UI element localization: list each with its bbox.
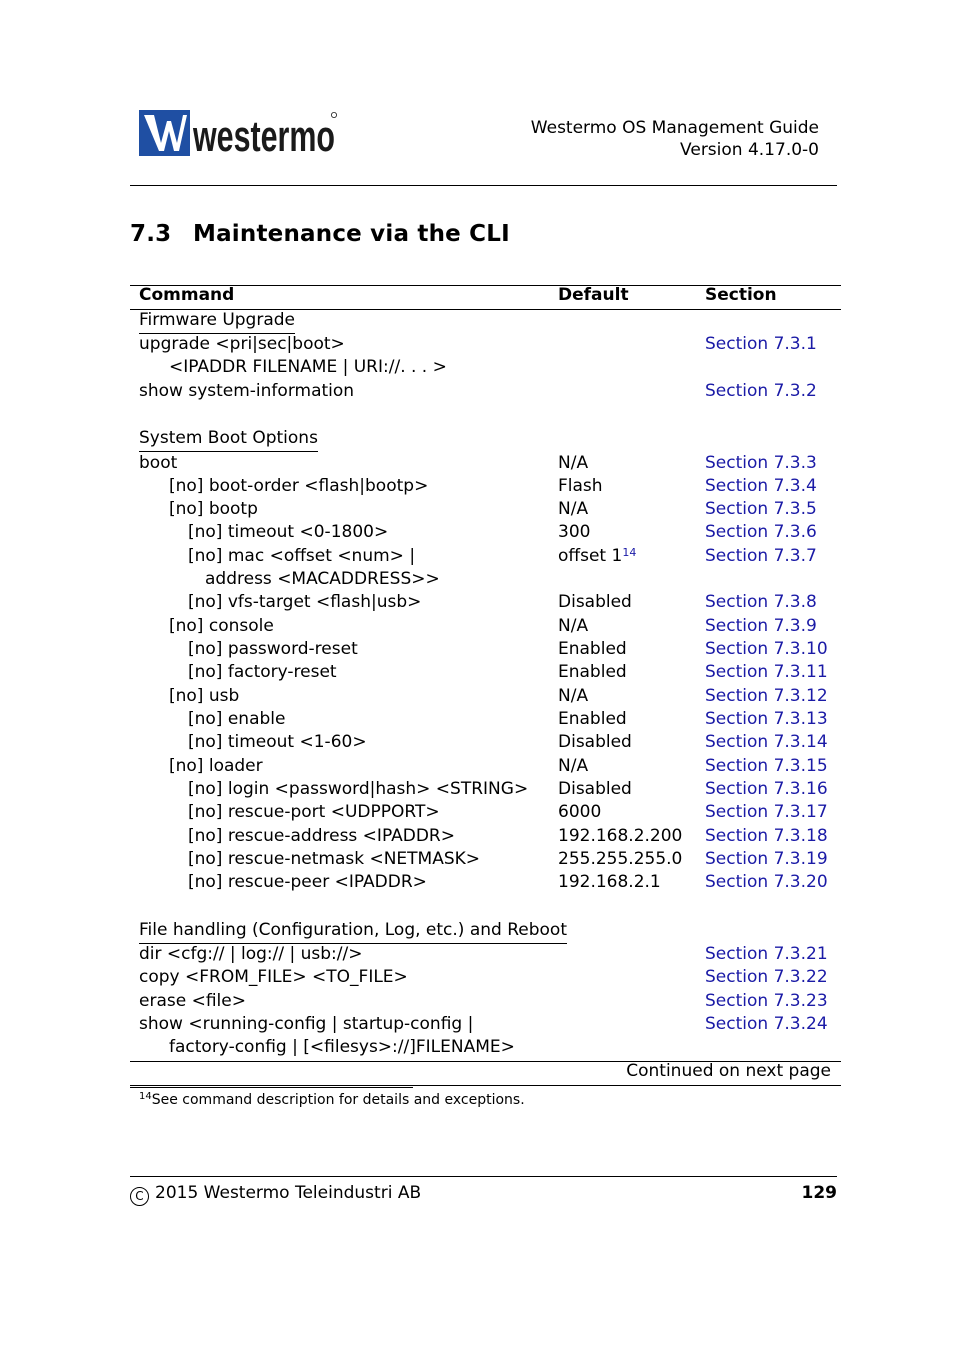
command-cell: [no] rescue-port <UDPPORT> <box>188 802 440 822</box>
footnote-mark: 14 <box>139 1091 152 1102</box>
section-link[interactable]: Section 7.3.3 <box>705 453 817 473</box>
column-header-command: Command <box>139 285 235 305</box>
footnote-rule <box>130 1087 413 1088</box>
command-cell: boot <box>139 453 178 473</box>
command-cell: [no] usb <box>169 686 240 706</box>
guide-title: Westermo OS Management Guide <box>530 118 819 138</box>
footnote-text: See command description for details and exceptions. <box>151 1092 525 1108</box>
command-cell: [no] timeout <0-1800> <box>188 522 389 542</box>
group-heading-firmware-upgrade: Firmware Upgrade <box>139 309 295 334</box>
default-cell: Enabled <box>558 709 627 729</box>
section-link[interactable]: Section 7.3.10 <box>705 639 828 659</box>
default-cell: N/A <box>558 499 589 519</box>
continued-note: Continued on next page <box>626 1061 831 1081</box>
default-cell: 192.168.2.200 <box>558 826 683 846</box>
section-link[interactable]: Section 7.3.11 <box>705 662 828 682</box>
command-cell: show system-information <box>139 381 355 401</box>
command-cell: [no] login <password|hash> <STRING> <box>188 779 529 799</box>
command-cell: [no] password-reset <box>188 639 358 659</box>
table-bottom-rule <box>130 1085 841 1086</box>
section-link[interactable]: Section 7.3.19 <box>705 849 828 869</box>
command-cell: [no] timeout <1-60> <box>188 732 367 752</box>
command-cell: [no] vfs-target <flash|usb> <box>188 592 422 612</box>
default-cell: Enabled <box>558 639 627 659</box>
default-cell <box>558 545 636 568</box>
default-cell: N/A <box>558 756 589 776</box>
section-link[interactable]: Section 7.3.20 <box>705 872 828 892</box>
section-link[interactable]: Section 7.3.9 <box>705 616 817 636</box>
section-title: Maintenance via the CLI <box>193 221 510 247</box>
section-link[interactable]: Section 7.3.13 <box>705 709 828 729</box>
section-link[interactable]: Section 7.3.21 <box>705 944 828 964</box>
section-link[interactable]: Section 7.3.18 <box>705 826 828 846</box>
section-number: 7.3 <box>130 221 172 247</box>
footnote <box>139 1091 525 1109</box>
command-cell: upgrade <pri|sec|boot> <box>139 334 345 354</box>
default-cell: 300 <box>558 522 591 542</box>
footer-rule <box>130 1176 837 1177</box>
section-link[interactable]: Section 7.3.5 <box>705 499 817 519</box>
header-rule <box>130 185 837 186</box>
default-cell: 192.168.2.1 <box>558 872 661 892</box>
default-cell: Disabled <box>558 592 632 612</box>
default-cell: 6000 <box>558 802 602 822</box>
command-cell: address <MACADDRESS>> <box>205 569 440 589</box>
section-link[interactable]: Section 7.3.1 <box>705 334 817 354</box>
command-cell: [no] loader <box>169 756 263 776</box>
command-cell: copy <FROM_FILE> <TO_FILE> <box>139 967 408 987</box>
section-link[interactable]: Section 7.3.6 <box>705 522 817 542</box>
section-link[interactable]: Section 7.3.2 <box>705 381 817 401</box>
command-cell: [no] enable <box>188 709 286 729</box>
section-link[interactable]: Section 7.3.8 <box>705 592 817 612</box>
command-cell: [no] mac <offset <num> | <box>188 546 416 566</box>
default-cell: Disabled <box>558 779 632 799</box>
section-link[interactable]: Section 7.3.22 <box>705 967 828 987</box>
section-link[interactable]: Section 7.3.12 <box>705 686 828 706</box>
command-cell: [no] boot-order <flash|bootp> <box>169 476 429 496</box>
command-cell: <IPADDR FILENAME | URI://. . . > <box>169 357 447 377</box>
copyright-text: 2015 Westermo Teleindustri AB <box>155 1183 422 1203</box>
default-cell: N/A <box>558 686 589 706</box>
section-link[interactable]: Section 7.3.4 <box>705 476 817 496</box>
command-cell: [no] console <box>169 616 274 636</box>
section-link[interactable]: Section 7.3.14 <box>705 732 828 752</box>
section-link[interactable]: Section 7.3.23 <box>705 991 828 1011</box>
section-link[interactable]: Section 7.3.16 <box>705 779 828 799</box>
command-cell: [no] rescue-peer <IPADDR> <box>188 872 427 892</box>
copyright-symbol: C <box>130 1187 149 1206</box>
guide-version: Version 4.17.0-0 <box>680 140 819 160</box>
westermo-logo <box>139 109 339 161</box>
section-link[interactable]: Section 7.3.15 <box>705 756 828 776</box>
default-cell: 255.255.255.0 <box>558 849 683 869</box>
command-cell: erase <file> <box>139 991 246 1011</box>
default-cell: Flash <box>558 476 603 496</box>
column-header-section: Section <box>705 285 777 305</box>
command-cell: [no] bootp <box>169 499 258 519</box>
command-cell: [no] rescue-netmask <NETMASK> <box>188 849 481 869</box>
footnote-ref[interactable]: 14 <box>622 546 637 559</box>
command-cell: dir <cfg:// | log:// | usb://> <box>139 944 363 964</box>
command-cell: factory-config | [<filesys>://]FILENAME> <box>169 1037 515 1057</box>
default-value: offset 1 <box>558 546 623 566</box>
group-heading-system-boot-options: System Boot Options <box>139 427 318 452</box>
page-number: 129 <box>801 1183 837 1203</box>
section-link[interactable]: Section 7.3.24 <box>705 1014 828 1034</box>
section-heading <box>130 221 510 247</box>
default-cell: Enabled <box>558 662 627 682</box>
command-cell: show <running-config | startup-config | <box>139 1014 474 1034</box>
header-text <box>531 117 819 161</box>
default-cell: Disabled <box>558 732 632 752</box>
section-link[interactable]: Section 7.3.7 <box>705 546 817 566</box>
default-cell: N/A <box>558 453 589 473</box>
command-cell: [no] factory-reset <box>188 662 337 682</box>
command-cell: [no] rescue-address <IPADDR> <box>188 826 455 846</box>
group-heading-file-handling: File handling (Configuration, Log, etc.) and Reboot <box>139 919 567 944</box>
logo-wordmark: westermo <box>192 112 335 161</box>
column-header-default: Default <box>558 285 629 305</box>
copyright <box>130 1182 421 1206</box>
section-link[interactable]: Section 7.3.17 <box>705 802 828 822</box>
default-cell: N/A <box>558 616 589 636</box>
